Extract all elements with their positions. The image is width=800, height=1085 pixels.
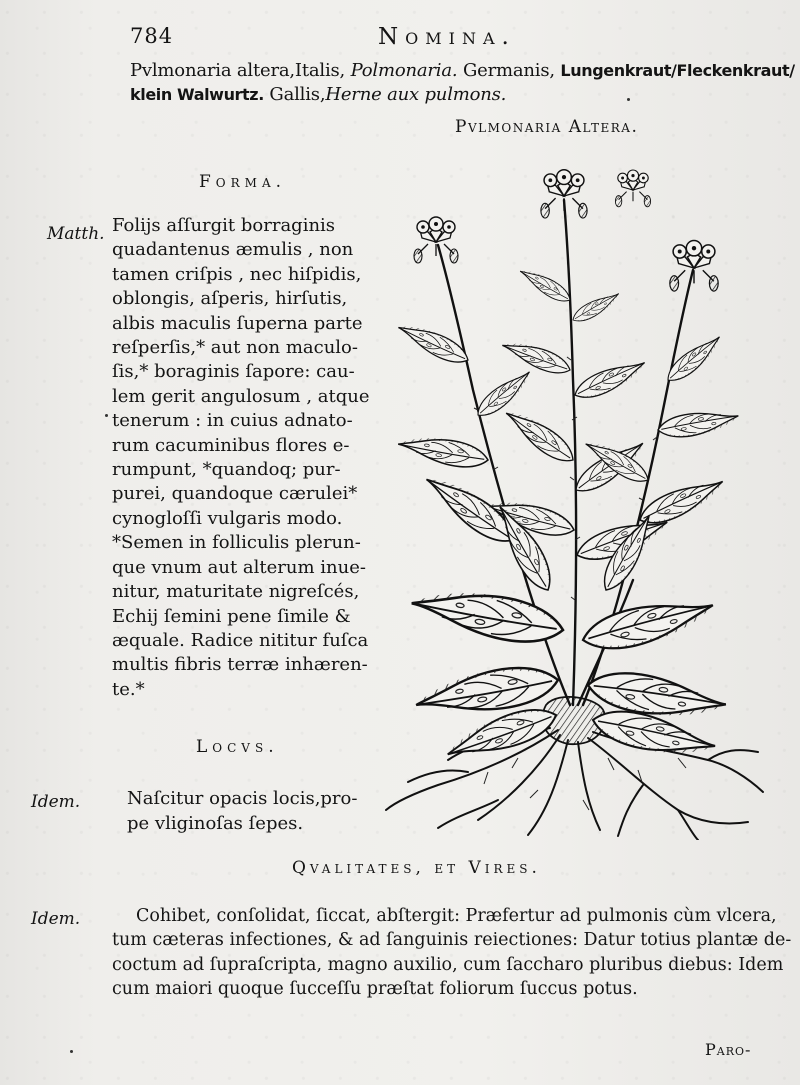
ink-speck — [105, 414, 108, 417]
text-line: multis fibris terræ inhæren- — [112, 654, 368, 676]
qualitates-text — [112, 904, 791, 1001]
locus-text — [127, 787, 357, 836]
catchword: Paro- — [705, 1040, 752, 1059]
plant-name-latin: Pvlmonaria altera,Italis, — [130, 60, 346, 81]
margin-note-idem: Idem. — [31, 909, 81, 929]
section-heading-forma: Forma. — [199, 172, 287, 192]
plant-name-german: Lungenkraut/Fleckenkraut/ — [560, 61, 795, 80]
text-line: quadantenus æmulis , non — [112, 239, 354, 261]
forma-text — [112, 214, 374, 702]
running-head: Nomina. — [378, 24, 516, 50]
text-line: ſis,* boraginis ſapore: cau- — [112, 361, 355, 383]
text-line: Folijs aſſurgit borraginis — [112, 215, 336, 236]
text-line: tamen criſpis , nec hiſpidis, — [112, 263, 362, 285]
text-line: rum cacuminibus flores e- — [112, 434, 350, 456]
text-line: rumpunt, *quandoq; pur- — [112, 459, 341, 481]
text-line: Cohibet, conſolidat, ſiccat, abſtergit: Præfertur ad pulmonis cùm vlcera, — [136, 906, 777, 926]
text-line: tum cæteras infectiones, & ad ſanguinis reiectiones: Datur totius plantæ de- — [112, 930, 792, 951]
section-heading-qualitates: Qvalitates, et Vires. — [292, 858, 541, 878]
text-line: *Semen in folliculis plerun- — [112, 532, 361, 554]
french-label: Gallis, — [263, 84, 326, 105]
names-line-2 — [130, 84, 506, 105]
pulmonaria-woodcut-illustration — [378, 160, 770, 840]
text-line: cynogloſſi vulgaris modo. — [112, 507, 343, 529]
text-line: pe vliginoſas ſepes. — [127, 812, 304, 834]
text-line: tenerum : in cuius adnato- — [112, 410, 353, 432]
german-label: Germanis, — [457, 60, 555, 81]
ink-speck — [627, 98, 630, 101]
margin-note-matth: Matth. — [47, 224, 105, 244]
text-line: coctum ad ſupraſcripta, magno auxilio, cum ſaccharo pluribus diebus: Idem — [112, 954, 784, 975]
text-line: lem gerit angulosum , atque — [112, 385, 370, 407]
text-line: albis maculis ſuperna parte — [112, 312, 363, 334]
names-line-1 — [130, 60, 795, 81]
plant-name-french: Herne aux pulmons. — [325, 84, 507, 105]
margin-note-idem: Idem. — [31, 792, 81, 812]
text-line: purei, quandoque cærulei* — [112, 483, 358, 505]
text-line: te.* — [112, 678, 145, 700]
text-line: oblongis, aſperis, hirſutis, — [112, 288, 348, 310]
text-line: que vnum aut alterum inue- — [112, 556, 366, 578]
plant-name-german-cont: klein Walwurtz. — [130, 85, 264, 104]
page-number: 784 — [130, 24, 174, 48]
text-line: Echij ſemini pene ſimile & — [112, 605, 351, 627]
text-line: Naſcitur opacis locis,pro- — [127, 788, 358, 809]
text-line: æquale. Radice nititur fuſca — [112, 629, 369, 651]
figure-title: Pvlmonaria Altera. — [455, 117, 639, 137]
section-heading-locus: Locvs. — [196, 737, 279, 757]
text-line: cum maiori quoque ſucceſſu præſtat foliorum ſuccus potus. — [112, 978, 638, 999]
plant-name-italian: Polmonaria. — [350, 60, 458, 81]
text-line: reſperſis,* aut non maculo- — [112, 337, 358, 359]
ink-speck — [70, 1050, 73, 1053]
text-line: nitur, maturitate nigreſcés, — [112, 581, 360, 603]
